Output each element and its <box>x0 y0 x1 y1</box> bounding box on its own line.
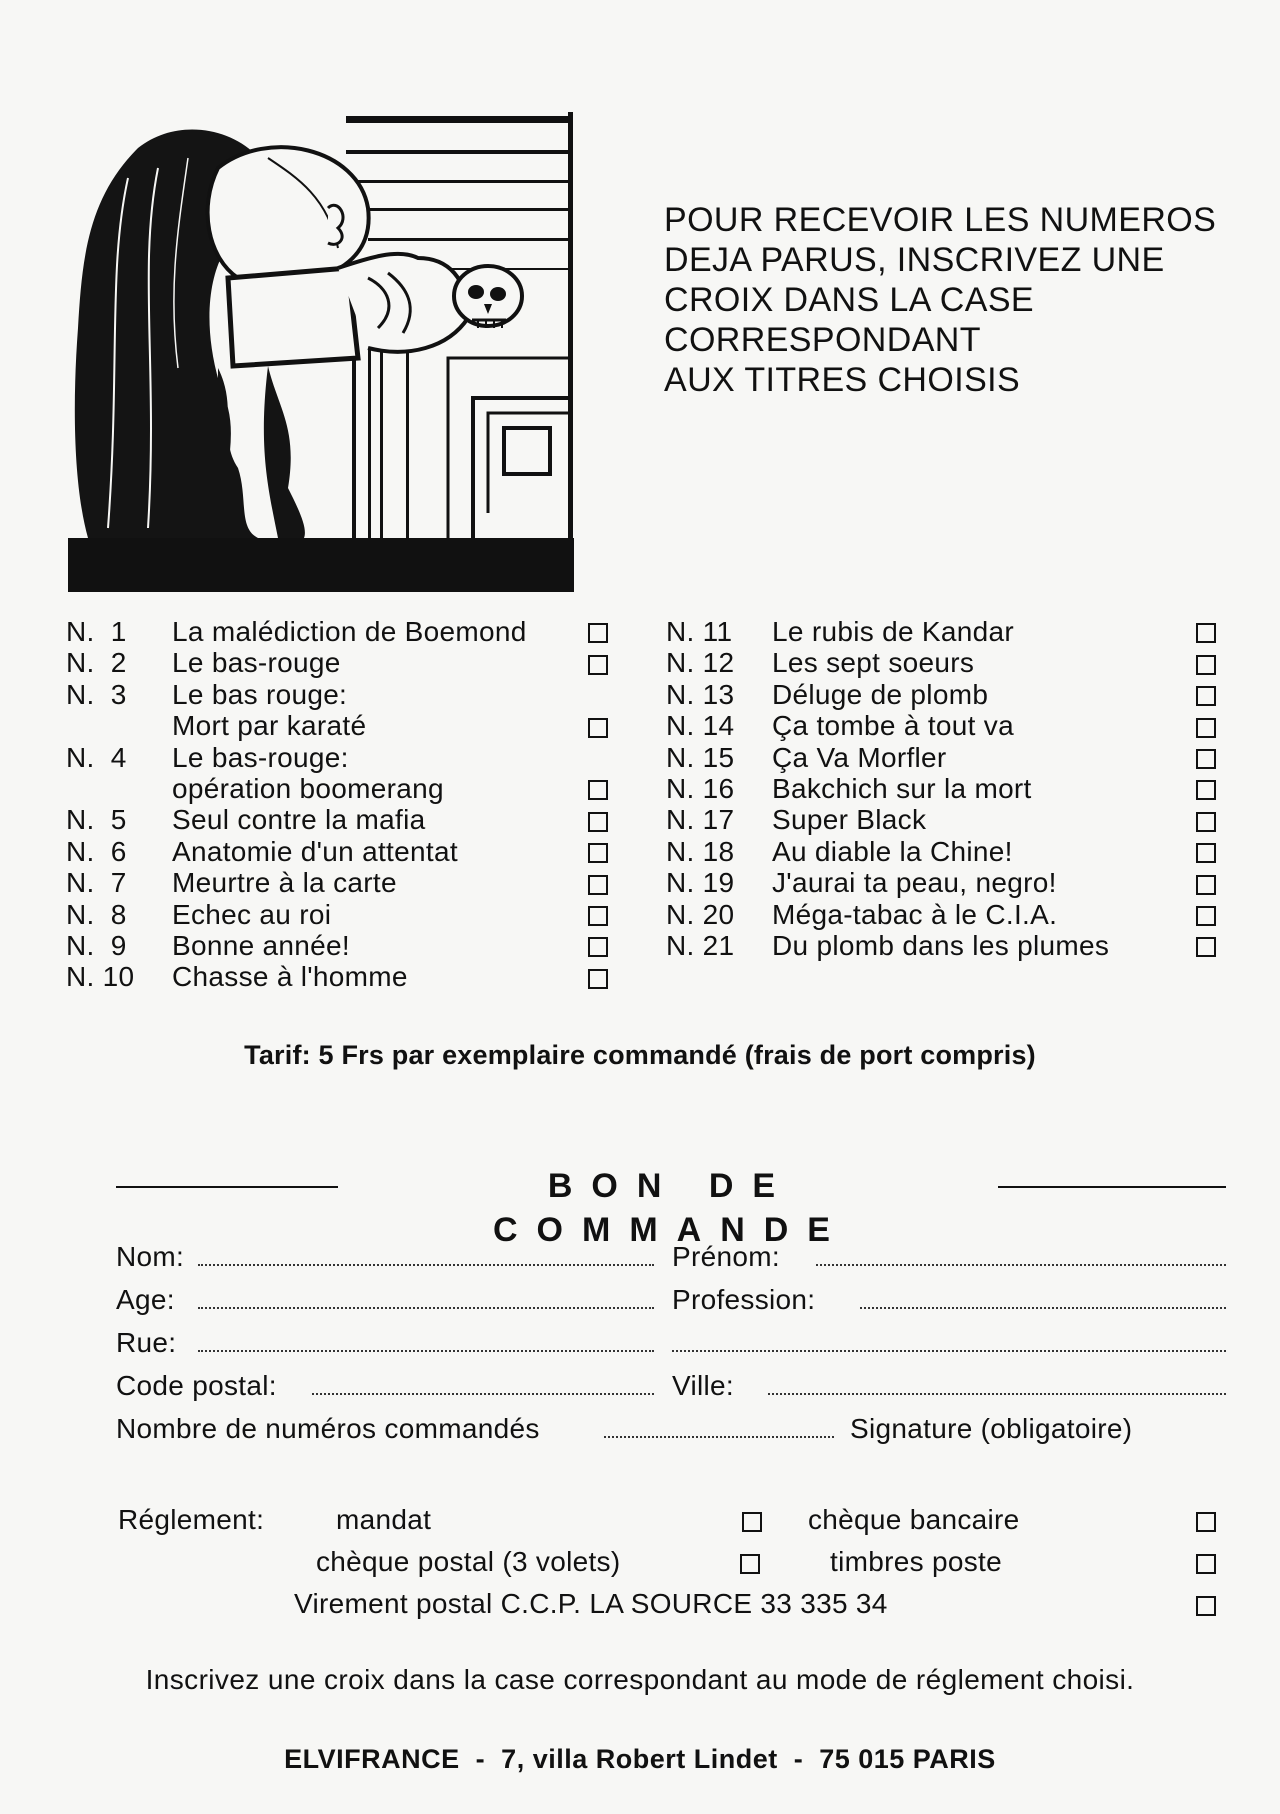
form-row-rue <box>116 1322 1226 1364</box>
payment-virement-label: Virement postal C.C.P. LA SOURCE 33 335 34 <box>294 1588 888 1619</box>
issue-number: N. 20 <box>666 898 735 930</box>
issue-checkbox[interactable] <box>1196 718 1216 738</box>
prenom-field[interactable] <box>816 1264 1226 1266</box>
intro-line: CROIX DANS LA CASE <box>664 281 1034 319</box>
header-rule-right <box>998 1186 1226 1188</box>
intro-line: POUR RECEVOIR LES NUMEROS <box>664 201 1217 239</box>
issue-checkbox[interactable] <box>1196 906 1216 926</box>
issue-title-line: Mort par karaté <box>172 710 367 742</box>
form-row-nom <box>116 1236 1226 1278</box>
issue-item <box>66 867 626 898</box>
issue-title <box>172 647 592 678</box>
issue-item <box>66 616 626 647</box>
issue-number: N. 4 <box>66 741 127 773</box>
issue-number: N. 13 <box>666 678 735 710</box>
payment-cheque-bancaire-label: chèque bancaire <box>808 1504 1020 1535</box>
issue-number: N. 18 <box>666 835 735 867</box>
issue-title: Du plomb dans les plumes <box>772 929 1110 961</box>
issue-item <box>66 804 626 835</box>
issue-item <box>666 742 1226 773</box>
nombre-label: Nombre de numéros commandés <box>116 1413 540 1444</box>
mandat-checkbox[interactable] <box>742 1512 762 1532</box>
issue-title: Ça tombe à tout va <box>772 710 1014 742</box>
timbres-checkbox[interactable] <box>1196 1554 1216 1574</box>
signature-label: Signature (obligatoire) <box>850 1413 1133 1444</box>
issue-number: N. 19 <box>666 867 735 899</box>
issue-title <box>172 867 592 898</box>
payment-timbres-label: timbres poste <box>830 1546 1002 1577</box>
nombre-field[interactable] <box>604 1436 834 1438</box>
publisher-address: ELVIFRANCE - 7, villa Robert Lindet - 75 015 PARIS <box>284 1744 996 1774</box>
rue-label: Rue: <box>116 1327 177 1358</box>
issue-checkbox[interactable] <box>1196 686 1216 706</box>
issue-item <box>66 930 626 961</box>
age-label: Age: <box>116 1284 175 1315</box>
issue-checkbox[interactable] <box>588 623 608 643</box>
issue-title: Les sept soeurs <box>772 647 975 679</box>
payment-instruction: Inscrivez une croix dans la case correspondant au mode de réglement choisi. <box>145 1664 1135 1695</box>
payment-cheque-postal-label: chèque postal (3 volets) <box>316 1546 621 1577</box>
issue-title: Au diable la Chine! <box>772 835 1013 867</box>
ville-label: Ville: <box>672 1370 734 1401</box>
issue-checkbox[interactable] <box>588 843 608 863</box>
issue-number: N. 10 <box>66 961 135 993</box>
issue-checkbox[interactable] <box>588 969 608 989</box>
issue-title <box>172 930 592 961</box>
issue-number: N. 6 <box>66 835 127 867</box>
issue-checkbox[interactable] <box>588 780 608 800</box>
issue-checkbox[interactable] <box>1196 780 1216 800</box>
code-postal-field[interactable] <box>312 1393 654 1395</box>
rue-field-continued[interactable] <box>672 1350 1226 1352</box>
issue-title-line: Chasse à l'homme <box>172 961 408 993</box>
issue-number: N. 3 <box>66 678 127 710</box>
issue-title: Déluge de plomb <box>772 678 989 710</box>
issue-item <box>666 899 1226 930</box>
issue-title-line: Seul contre la mafia <box>172 804 426 836</box>
issue-checkbox[interactable] <box>1196 655 1216 675</box>
order-form-title: BON DE COMMANDE <box>493 1167 849 1249</box>
issue-number: N. 21 <box>666 929 735 961</box>
skull-hand-illustration <box>68 108 574 592</box>
intro-line: AUX TITRES CHOISIS <box>664 361 1021 399</box>
issue-title <box>172 742 592 805</box>
issue-title: Le rubis de Kandar <box>772 616 1015 647</box>
issue-checkbox[interactable] <box>588 875 608 895</box>
cheque-postal-checkbox[interactable] <box>740 1554 760 1574</box>
rue-field[interactable] <box>198 1350 654 1352</box>
issue-item <box>666 710 1226 741</box>
issue-title <box>172 804 592 835</box>
issue-title-line: Le bas-rouge: <box>172 741 349 773</box>
issue-title: Bakchich sur la mort <box>772 772 1032 804</box>
form-row-nombre <box>116 1408 1226 1450</box>
payment-label: Réglement: <box>118 1504 265 1535</box>
issue-item <box>666 836 1226 867</box>
issue-checkbox[interactable] <box>588 906 608 926</box>
issue-title-line: opération boomerang <box>172 772 444 804</box>
issue-title: Méga-tabac à le C.I.A. <box>772 898 1058 930</box>
issue-item <box>666 867 1226 898</box>
issue-list-right <box>666 616 1226 961</box>
intro-line: DEJA PARUS, INSCRIVEZ UNE <box>664 241 1165 279</box>
payment-mandat-label: mandat <box>336 1504 432 1535</box>
issue-title <box>172 679 592 742</box>
issue-checkbox[interactable] <box>588 937 608 957</box>
issue-number: N. 14 <box>666 710 735 742</box>
profession-field[interactable] <box>860 1307 1226 1309</box>
issue-title: J'aurai ta peau, negro! <box>772 867 1057 899</box>
issue-checkbox[interactable] <box>1196 812 1216 832</box>
issue-title-line: Bonne année! <box>172 929 350 961</box>
form-row-code-postal <box>116 1365 1226 1407</box>
issue-title <box>172 961 592 992</box>
issue-title-line: Meurtre à la carte <box>172 867 397 899</box>
issue-item <box>666 930 1226 961</box>
issue-item <box>66 742 626 805</box>
header-rule-left <box>116 1186 338 1188</box>
issue-list-left <box>66 616 626 993</box>
cheque-bancaire-checkbox[interactable] <box>1196 1512 1216 1532</box>
issue-title: Ça Va Morfler <box>772 741 947 773</box>
issue-item <box>66 647 626 678</box>
issue-number: N. 12 <box>666 647 735 679</box>
issue-checkbox[interactable] <box>1196 623 1216 643</box>
issue-title: Super Black <box>772 804 927 836</box>
issue-checkbox[interactable] <box>588 655 608 675</box>
issue-title <box>172 836 592 867</box>
profession-label: Profession: <box>672 1284 816 1315</box>
intro-text <box>664 200 1224 400</box>
price-note: Tarif: 5 Frs par exemplaire commandé (frais de port compris) <box>244 1040 1036 1070</box>
issue-number: N. 7 <box>66 867 127 899</box>
issue-title-line: Le bas rouge: <box>172 678 348 710</box>
issue-checkbox[interactable] <box>588 718 608 738</box>
nom-label: Nom: <box>116 1241 185 1272</box>
issue-number: N. 15 <box>666 741 735 773</box>
issue-item <box>666 679 1226 710</box>
issue-title-line: Le bas-rouge <box>172 647 341 679</box>
intro-line: CORRESPONDANT <box>664 321 981 359</box>
virement-checkbox[interactable] <box>1196 1596 1216 1616</box>
nom-field[interactable] <box>198 1264 654 1266</box>
ville-field[interactable] <box>768 1393 1226 1395</box>
issue-number: N. 5 <box>66 804 127 836</box>
issue-item <box>66 679 626 742</box>
issue-number: N. 16 <box>666 772 735 804</box>
issue-checkbox[interactable] <box>588 812 608 832</box>
issue-number: N. 11 <box>666 616 733 647</box>
code-postal-label: Code postal: <box>116 1370 277 1401</box>
issue-checkbox[interactable] <box>1196 843 1216 863</box>
issue-title <box>172 899 592 930</box>
issue-number: N. 1 <box>66 616 127 647</box>
prenom-label: Prénom: <box>672 1241 780 1272</box>
age-field[interactable] <box>198 1307 654 1309</box>
issue-checkbox[interactable] <box>1196 749 1216 769</box>
form-row-age <box>116 1279 1226 1321</box>
issue-title-line: La malédiction de Boemond <box>172 616 527 647</box>
issue-number: N. 17 <box>666 804 735 836</box>
issue-checkbox[interactable] <box>1196 937 1216 957</box>
issue-item <box>666 804 1226 835</box>
issue-title <box>172 616 592 647</box>
issue-item <box>66 836 626 867</box>
issue-number: N. 8 <box>66 898 127 930</box>
issue-item <box>666 616 1226 647</box>
issue-title-line: Echec au roi <box>172 898 332 930</box>
issue-item <box>66 961 626 992</box>
issue-item <box>666 647 1226 678</box>
issue-item <box>66 899 626 930</box>
order-form-header <box>116 1164 1226 1249</box>
issue-number: N. 2 <box>66 647 127 679</box>
issue-item <box>666 773 1226 804</box>
issue-number: N. 9 <box>66 929 127 961</box>
issue-title-line: Anatomie d'un attentat <box>172 835 458 867</box>
issue-checkbox[interactable] <box>1196 875 1216 895</box>
